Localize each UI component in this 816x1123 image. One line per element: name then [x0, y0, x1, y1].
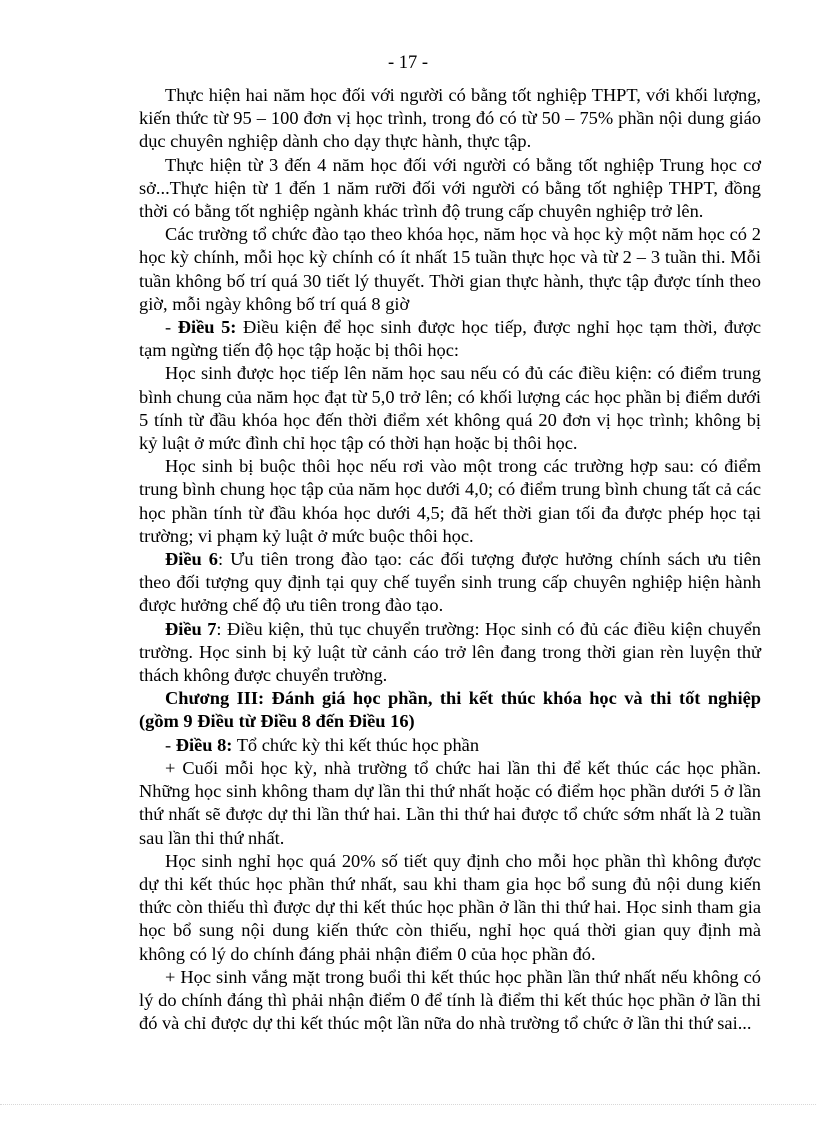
article-7-label: Điều 7 — [165, 618, 217, 639]
chapter-3-heading: Chương III: Đánh giá học phần, thi kết thúc khóa học và thi tốt nghiệp (gồm 9 Điều từ Điều 8 đến Điều 16) — [139, 688, 761, 732]
article-5-label: Điều 5: — [177, 317, 237, 338]
article-5-prefix: - — [165, 317, 178, 338]
article-8-label: Điều 8: — [175, 734, 233, 755]
article-6-label: Điều 6 — [165, 549, 218, 570]
paragraph-continue-study: Học sinh được học tiếp lên năm học sau nếu có đủ các điều kiện: có điểm trung bình chung của năm học đạt từ 5,0 trở lên; có khối lượng các học phần bị điểm dưới 5 tính từ đầu khóa học đến thời điểm xét không quá 20 đơn vị học trình; không bị kỷ luật ở mức đình chỉ học tập có thời hạn hoặc bị thôi học. — [139, 363, 761, 454]
article-5-text: Điều kiện để học sinh được học tiếp, được nghỉ học tạm thời, được tạm ngừng tiến độ học tập hoặc bị thôi học: — [139, 317, 761, 361]
article-6-text: : Ưu tiên trong đào tạo: các đối tượng được hưởng chính sách ưu tiên theo đối tượng quy định tại quy chế tuyển sinh trung cấp chuyên nghiệp hiện hành được hưởng chế độ ưu tiên trong đào tạo. — [139, 549, 761, 616]
paragraph-absence-over-20-percent: Học sinh nghỉ học quá 20% số tiết quy định cho mỗi học phần thì không được dự thi kết thúc học phần thứ nhất, sau khi tham gia học bổ sung đủ nội dung kiến thức còn thiếu thì được dự thi kết thúc học phần ở lần thi thứ hai. Học sinh tham gia học bổ sung nội dung kiến thức còn thiếu, nghỉ học quá thời gian quy định mà không có lý do chính đáng phải nhận điểm 0 của học phần đó. — [139, 850, 761, 964]
article-7-text: : Điều kiện, thủ tục chuyển trường: Học sinh có đủ các điều kiện chuyển trường. Học sinh bị kỷ luật từ cảnh cáo trở lên đang trong thời gian rèn luyện thử thách không được chuyển trường. — [139, 618, 761, 686]
article-8-prefix: - — [165, 734, 176, 755]
article-5-heading — [139, 316, 761, 362]
document-body — [139, 84, 761, 1035]
paragraph-absent-from-exam: + Học sinh vắng mặt trong buổi thi kết thúc học phần lần thứ nhất nếu không có lý do chính đáng thì phải nhận điểm 0 để tính là điểm thi kết thúc học phần ở lần thi đó và chỉ được dự thi kết thúc một lần nữa do nhà trường tổ chức ở lần thi thứ sai... — [139, 966, 761, 1034]
article-6-paragraph — [139, 548, 761, 618]
article-8-heading — [139, 734, 761, 757]
article-8-text: Tổ chức kỳ thi kết thúc học phần — [232, 734, 480, 755]
paragraph-two-exam-rounds: + Cuối mỗi học kỳ, nhà trường tổ chức hai lần thi để kết thúc các học phần. Những học sinh không tham dự lần thi thứ nhất hoặc có điểm học phần dưới 5 ở lần thứ nhất sẽ được dự thi lần thứ hai. Lần thi thứ hai được tổ chức sớm nhất là 2 tuần sau lần thi thứ nhất. — [139, 757, 761, 848]
page-number: - 17 - — [387, 53, 429, 73]
article-7-paragraph — [139, 618, 761, 688]
paragraph-training-two-years: Thực hiện hai năm học đối với người có bằng tốt nghiệp THPT, với khối lượng, kiến thức từ 95 – 100 đơn vị học trình, trong đó có từ 50 – 75% phần nội dung giáo dục chuyên nghiệp dành cho dạy thực hành, thực tập. — [139, 85, 761, 152]
page-bottom-divider — [0, 1104, 816, 1105]
paragraph-training-three-four-years: Thực hiện từ 3 đến 4 năm học đối với người có bằng tốt nghiệp Trung học cơ sở...Thực hiện từ 1 đến 1 năm rưỡi đối với người có bằng tốt nghiệp THPT, đồng thời có bằng tốt nghiệp ngành khác trình độ trung cấp chuyên nghiệp trở lên. — [139, 154, 761, 222]
paragraph-forced-dropout: Học sinh bị buộc thôi học nếu rơi vào một trong các trường hợp sau: có điểm trung bình chung học tập của năm học dưới 4,0; có điểm trung bình chung tất cả các học phần tính từ đầu khóa học dưới 4,5; đã hết thời gian tối đa được phép học tại trường; vi phạm kỷ luật ở mức buộc thôi học. — [139, 456, 761, 546]
paragraph-school-organization: Các trường tổ chức đào tạo theo khóa học, năm học và học kỳ một năm học có 2 học kỳ chính, mỗi học kỳ chính có ít nhất 15 tuần thực học và từ 2 – 3 tuần thi. Mỗi tuần không bố trí quá 30 tiết lý thuyết. Thời gian thực hành, thực tập được tính theo giờ, mỗi ngày không bố trí quá 8 giờ — [139, 224, 761, 314]
